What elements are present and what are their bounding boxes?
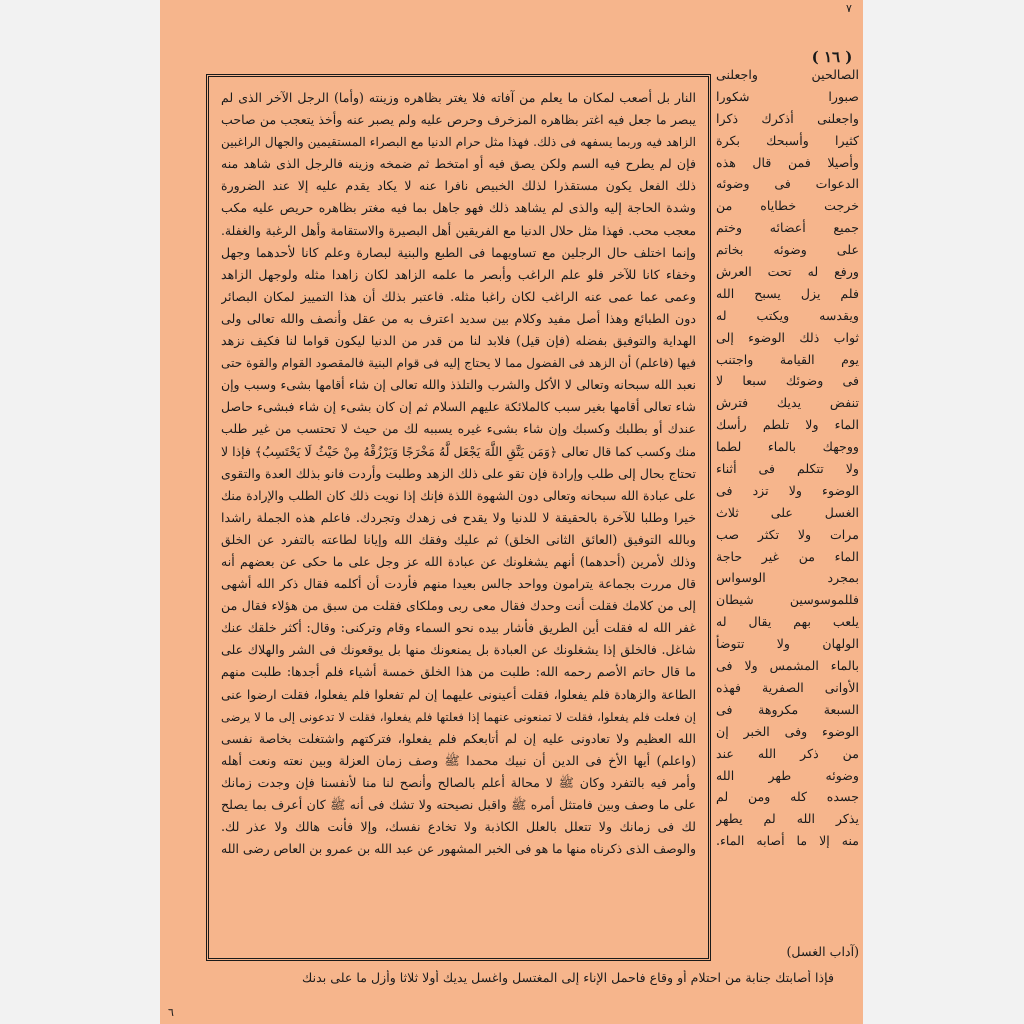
main-text-line: الزاهد فيه وربما يسفهه فى ذلك. فهذا مثل حرام الدنيا مع البصراء المستقيمين والجهال الراغبين: [221, 135, 696, 150]
main-text-line: تحتاج بحال إلى طلب وإرادة فإن تقو على ذلك الزهد وطلبت وأردت فانو بذلك العدة والتقوى: [221, 465, 696, 481]
main-text-line: معجب محب. فهذا مثل حلال الدنيا مع الفريقين أهل البصيرة والاستقامة وأهل الرغبة والغفلة.: [221, 223, 696, 238]
main-text-line: يبصر ما جعل فيه اغتر بظاهره المزخرف وحرص عليه ولم يصبر عنه وأخذ يتعجب من صاحب: [221, 112, 696, 128]
margin-note-line: الماء ولا تلطم رأسك: [716, 417, 859, 433]
margin-note-line: تنفض يديك فترش: [716, 395, 859, 411]
main-text-line: وذلك لأمرين (أحدهما) أنهم يشغلونك عن عبادة الله عز وجل على ما حكى عن بعضهم أنه: [221, 553, 696, 569]
main-text-line: الطاعة والزهادة فلم يفعلوا، فقلت أعينونى عليهما إن لم تفعلوا فلم يفعلوا، فقلت ارضوا عنى: [221, 687, 696, 702]
main-text-line: (واعلم) أيها الأخ فى الدين أن نبيك محمدا ﷺ وصف زمان العزلة وبين نعته ونعت أهله: [221, 752, 696, 768]
main-text-line: الهداية والتوفيق بفضله (فإن قيل) فلابد لنا من قدر من الدنيا ليكون قواما لنا فكيف نزهد: [221, 333, 696, 349]
main-text-line: غفر الله له فقلت أين الطريق فأشار بيده نحو السماء وقام وتركنى: وقال: أكثر خلقك عنك: [221, 620, 696, 636]
main-text-line: ما قال حاتم الأصم رحمه الله: طلبت من هذا الخلق خمسة أشياء فلم أجدها: طلبت منهم: [221, 664, 696, 680]
margin-notes: [716, 64, 859, 852]
margin-note-line: ويقدسه ويكتب له: [716, 307, 859, 323]
margin-note-line: ووجهك بالماء لطما: [716, 439, 859, 455]
main-text-line: فيها (فاعلم) أن الزهد فى الفضول مما لا يحتاج إليه فى قوام البنية فالمقصود القوام والقوة حتى: [221, 356, 696, 371]
margin-note-line: واجعلنى أذكرك ذكرا: [716, 110, 859, 126]
main-text-line: الله العظيم ولا تعادونى عليه إن لم أتابعكم فلم يفعلوا، فتركتهم واشتغلت بخاصة نفسى: [221, 730, 696, 746]
margin-section-heading: (آداب الغسل): [786, 944, 859, 959]
main-text-line: منك وكسب كما قال تعالى ﴿وَمَن يَتَّقِ اللَّهَ يَجْعَل لَّهُ مَخْرَجًا وَيَرْزُقْهُ مِنْ حَيْثُ لَا يَحْتَسِبُ﴾ فإذا لا: [221, 444, 696, 459]
margin-note-line: من ذكر الله عند: [716, 745, 859, 761]
main-text-line: لك فى زمانك ولا تتعلل بالعلل الكاذبة ولا تخادع نفسك، وإلا فأنت هالك ولا عذر لك.: [221, 819, 696, 835]
main-text-line: فإن لم يطرح فيه السم ولكن يصق فيه أو امتخط ثم ضمخه وزينه فالرجل الذى شاهد منه: [221, 156, 696, 172]
main-text-line: دون الطبائع وهذا أصل مفيد وكلام بين سديد اعترف به من عقل وأنصف والله تعالى ولى: [221, 310, 696, 326]
margin-note-line: جسده كله ومن لم: [716, 789, 859, 805]
margin-note-line: جميع أعضائه وختم: [716, 220, 859, 236]
main-text-line: نعبد الله سبحانه وتعالى لا الأكل والشرب والتلذذ والله تعالى إن شاء أقامها بشىء وسبب وإن: [221, 378, 696, 393]
margin-note-line: ورفع له تحت العرش: [716, 264, 859, 280]
margin-note-line: يلعب بهم يقال له: [716, 614, 859, 630]
margin-note-line: على وضوئه بخاتم: [716, 242, 859, 258]
corner-mark-top: ٧: [846, 2, 852, 15]
margin-note-line: منه إلا ما أصابه الماء.: [716, 833, 859, 849]
main-text-line: وعمى عما عمى عنه الراغب لكان راغبا مثله. فاعتبر بذلك أن هذا التمييز لمكان البصائر: [221, 288, 696, 304]
margin-note-line: الأوانى الصفرية فهذه: [716, 679, 859, 695]
main-text-line: والوصف الذى ذكرناه منها ما هو فى الخبر المشهور عن عبد الله بن عمرو بن العاص رضى الله: [221, 842, 696, 857]
margin-note-line: فلم يزل يسبح الله: [716, 285, 859, 301]
margin-note-line: ولا تتكلم فى أثناء: [716, 461, 859, 477]
main-text-line: على عبادة الله سبحانه وتعالى دون الشهوة اللذة فإنك إذا نويت ذلك كان الطلب والإرادة منك: [221, 488, 696, 503]
margin-note-line: الولهان ولا تتوضأ: [716, 636, 859, 652]
main-text-line: شاء تعالى أقامها بغير سبب كالملائكة عليهم السلام ثم إن كان بشىء إن شاء فبشىء حاصل: [221, 399, 696, 415]
main-text-line: قال مررت بجماعة يترامون وواحد جالس بعيدا منهم فأردت أن أكلمه فقال ذكر الله أشهى: [221, 576, 696, 592]
main-text-line: ذلك الفعل يكون مستقذرا لذلك الخبيص نافرا عنه لا يكاد يقدم عليه إلا عند الضرورة: [221, 178, 696, 194]
footer-text-line: فإذا أصابتك جنابة من احتلام أو وقاع فاحمل الإناء إلى المغتسل واغسل يديك أولا ثلاثا وأزل ما على بدنك: [301, 970, 834, 985]
main-text-line: إلى من كلامك فقلت أنت وحدك فقال معى ربى وملكاى فقلت من سبق من هؤلاء فقال من: [221, 598, 696, 614]
main-text-line: على ما وصف وبين فامتثل أمره ﷺ واقبل نصيحته ولا تشك فى أنه ﷺ كان أعرف بما يصلح: [221, 797, 696, 812]
main-text-frame: [206, 74, 711, 961]
margin-note-line: يذكر الله لم يطهر: [716, 811, 859, 827]
margin-note-line: خرجت خطاياه من: [716, 198, 859, 214]
main-text-line: النار بل أصعب لمكان ما يعلم من آفاته فلا يغتر بظاهره وزينته (وأما) الرجل الآخر الذى لم: [221, 90, 696, 105]
margin-note-line: فللموسوسين شيطان: [716, 592, 859, 608]
margin-note-line: السبعة مكروهة فى: [716, 701, 859, 717]
margin-note-line: وضوئه طهر الله: [716, 767, 859, 783]
margin-note-line: الدعوات فى وضوئه: [716, 176, 859, 192]
margin-note-line: الماء من غير حاجة: [716, 548, 859, 564]
margin-note-line: الوضوء وفى الخبر إن: [716, 723, 859, 739]
main-text-line: وشدة الحاجة إليه والذى لم يشاهد ذلك فهو جاهل بما فيه مغتر بظاهره حريص عليه مكب: [221, 200, 696, 216]
main-text-line: إن فعلت فلم يفعلوا، فقلت لا تمنعونى عنهما إذا فعلتها فلم يفعلوا، فقلت لا تدعونى إلى ما لا يرضى: [221, 709, 696, 724]
margin-note-line: وأصيلا فمن قال هذه: [716, 154, 859, 170]
margin-note-line: بمجرد الوسواس: [716, 570, 859, 586]
margin-note-line: الغسل على ثلاث: [716, 504, 859, 520]
margin-note-line: الوضوء ولا تزد فى: [716, 482, 859, 498]
margin-note-line: يوم القيامة واجتنب: [716, 351, 859, 367]
main-text-line: وأمر فيه بالتفرد وكان ﷺ لا محالة أعلم بالصالح وأنصح لنا منا لأنفسنا فإن وجدت زمانك: [221, 774, 696, 790]
main-text-line: عندك أو بطلبك وكسبك وإن شاء بشىء غيره يسببه لك من حيث لا تحتسب من غير طلب: [221, 421, 696, 437]
main-text-line: خيرا وطلبا للآخرة بالحقيقة لا للدنيا ولا يقدح فى زهدك وتجردك. فاعلم هذه الجملة راشدا: [221, 509, 696, 525]
margin-note-line: الصالحين واجعلنى: [716, 67, 859, 82]
main-text-line: وخفاء كانا للآخر فلو علم الراغب وأبصر ما علمه الزاهد لكان زاهدا مثله ولوجهل الزاهد: [221, 266, 696, 282]
margin-note-line: كثيرا وأسبحك بكرة: [716, 132, 859, 148]
corner-mark-bottom: ٦: [168, 1006, 174, 1019]
margin-note-line: صبورا شكورا: [716, 88, 859, 104]
page-number: ( ١٦ ): [811, 48, 853, 66]
main-text-line: وبالله التوفيق (العائق الثانى الخلق) ثم عليك وفقك الله وإيانا لطاعته بالتفرد عن الخلق: [221, 531, 696, 547]
margin-note-line: ثواب ذلك الوضوء إلى: [716, 329, 859, 345]
margin-note-line: مرات ولا تكثر صب: [716, 526, 859, 542]
main-text-line: شاغل. فالخلق إذا يشغلونك عن العبادة بل يمنعونك منها بل يوقعونك فى الشر والهلاك على: [221, 642, 696, 658]
margin-note-line: فى وضوئك سبعا لا: [716, 373, 859, 389]
book-page: [160, 0, 863, 1024]
margin-note-line: بالماء المشمس ولا فى: [716, 658, 859, 674]
main-text-line: وإنما اختلف حال الرجلين مع تساويهما فى الطبع والبنية لبصارة وعلم كانا لأحدهما وجهل: [221, 244, 696, 260]
